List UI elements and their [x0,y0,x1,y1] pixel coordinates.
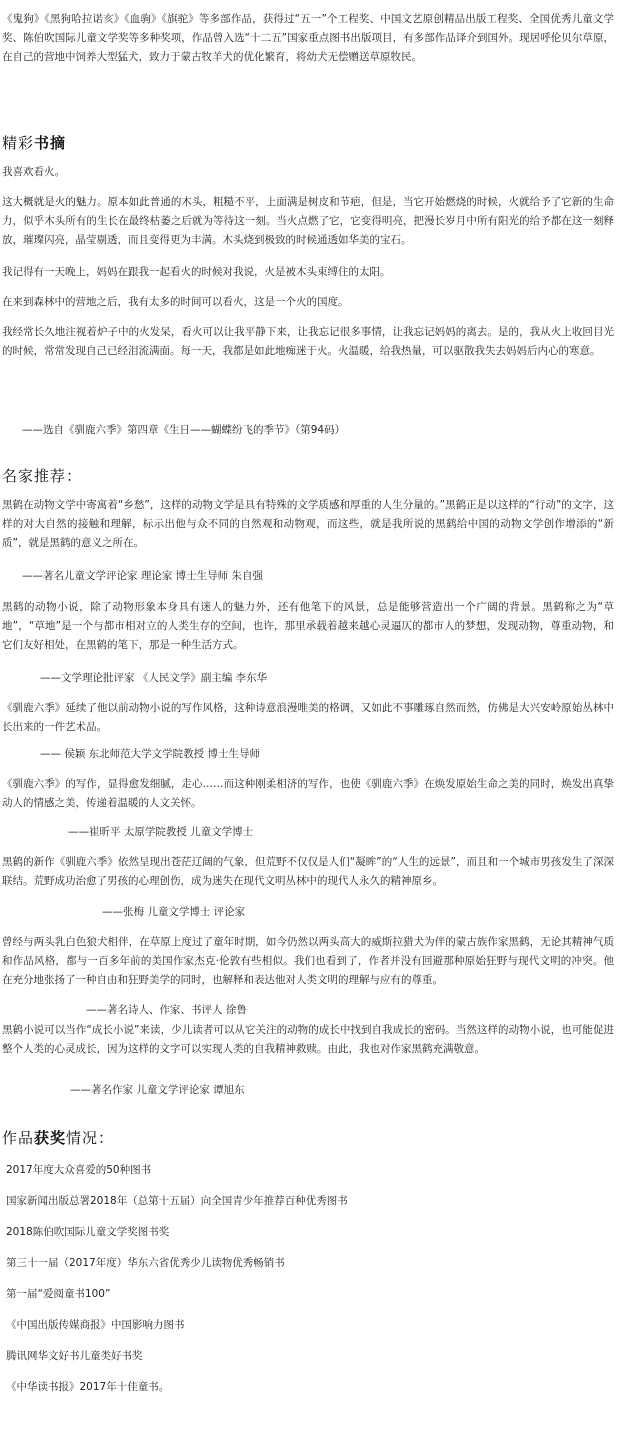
award-item: 2017年度大众喜爱的50种图书 [6,1164,152,1176]
recommendation-signature: ——著名作家 儿童文学评论家 谭旭东 [70,1084,245,1096]
excerpt-paragraph: 我经常长久地注视着炉子中的火发呆，看火可以让我平静下来，让我忘记很多事情，让我忘记妈妈的离去。是的，我从火上收回目光的时候，常常发现自己已经泪流满面。每一天，我都是如此地痴迷于火。火温暖，给我热量，可以驱散我失去妈妈后内心的寒意。 [2,326,614,357]
excerpt-heading [2,133,66,153]
recommendation-signature: —— 侯颖 东北师范大学文学院教授 博士生导师 [40,748,261,760]
excerpt-paragraph: 这大概就是火的魅力。原本如此普通的木头，粗糙不平，上面满是树皮和节疤，但是，当它开始燃烧的时候，火就给予了它新的生命力，似乎木头所有的生长在最终枯萎之后就为等待这一刻。当火点燃了它，它变得明亮，把漫长岁月中所有阳光的给予都在这一刻释放，璀璨闪亮，晶莹剔透，而且变得更为丰满。木头烧到极致的时候通透如华美的宝石。 [2,196,614,246]
awards-heading-strong: 获奖 [34,1129,67,1147]
recommendation-signature: ——著名儿童文学评论家 理论家 博士生导师 朱自强 [22,570,264,582]
award-item: 腾讯网华文好书儿童类好书奖 [6,1350,143,1362]
recommendation-text: 《驯鹿六季》的写作，显得愈发细腻，走心……而这种刚柔相济的写作，也使《驯鹿六季》在焕发原始生命之美的同时，焕发出真挚动人的情感之美，传递着温暖的人文关怀。 [2,778,614,809]
award-item: 第一届“爱阅童书100” [6,1288,111,1300]
excerpt-paragraph: 我记得有一天晚上，妈妈在跟我一起看火的时候对我说，火是被木头束缚住的太阳。 [2,266,391,278]
recommendation-text: 黑鹤小说可以当作“成长小说”来读，少儿读者可以从它关注的动物的成长中找到自我成长的密码。当然这样的动物小说，也可能促进整个人类的心灵成长，因为这样的文字可以实现人类的自我精神救赎。由此，我也对作家黑鹤充满敬意。 [2,1024,614,1055]
recommendation-text: 黑鹤的新作《驯鹿六季》依然呈现出苍茫辽阔的气象，但荒野不仅仅是人们“凝眸”的“人生的远景”，而且和一个城市男孩发生了深深联结。荒野成功治愈了男孩的心理创伤，成为迷失在现代文明丛林中的现代人永久的精神原乡。 [2,856,614,887]
award-item: 国家新闻出版总署2018年（总第十五届）向全国青少年推荐百种优秀图书 [6,1195,348,1207]
award-item: 《中华读书报》2017年十佳童书。 [6,1381,170,1393]
recommendation-signature: ——崔昕平 太原学院教授 儿童文学博士 [68,826,254,838]
awards-heading [2,1128,114,1148]
award-item: 第三十一届（2017年度）华东六省优秀少儿读物优秀畅销书 [6,1257,285,1269]
excerpt-source: ——选自《驯鹿六季》第四章《生日——蝴蝶纷飞的季节》（第94码） [22,424,346,436]
recommendations-heading: 名家推荐： [2,467,83,485]
recommendation-signature: ——张梅 儿童文学博士 评论家 [102,906,246,918]
author-bio-paragraph: 《鬼狗》《黑狗哈拉诺亥》《血驹》《旗驼》等多部作品，获得过“五一”个工程奖、中国文艺原创精品出版工程奖、全国优秀儿童文学奖、陈伯吹国际儿童文学奖等多种奖项，作品曾入选“十二五”国家重点图书出版项目，有多部作品译介到国外。现居呼伦贝尔草原，在自己的营地中饲养大型猛犬，致力于蒙古牧羊犬的优化繁育，将幼犬无偿赠送草原牧民。 [2,13,614,63]
awards-heading-suffix: 情况： [66,1129,115,1147]
recommendation-signature: ——著名诗人、作家、书评人 徐鲁 [86,1004,247,1016]
recommendation-text: 曾经与两头乳白色狼犬相伴，在草原上度过了童年时期，如今仍然以两头高大的威斯拉猎犬为伴的蒙古族作家黑鹤，无论其精神气质和作品风格，都与一百多年前的美国作家杰克·伦敦有些相似。我们也看到了，作者并没有回避那种原始狂野与现代文明的冲突。他在充分地张扬了一种自由和狂野美学的同时，也解释和表达他对人类文明的理解与应有的尊重。 [2,936,614,986]
recommendation-text: 黑鹤在动物文学中寄寓着“乡愁”，这样的动物文学是具有特殊的文学质感和厚重的人生分量的。”黑鹤正是以这样的“行动”的文字，这样的对大自然的接触和理解，标示出他与众不同的自然观和动物观，而这些，就是我所说的黑鹤给中国的动物文学创作增添的“新质”，就是黑鹤的意义之所在。 [2,499,614,549]
excerpt-heading-prefix: 精彩 [2,134,35,152]
award-item: 《中国出版传媒商报》中国影响力图书 [6,1319,185,1331]
excerpt-paragraph: 我喜欢看火。 [2,166,65,178]
excerpt-heading-strong: 书摘 [34,134,67,152]
excerpt-paragraph: 在来到森林中的营地之后，我有太多的时间可以看火，这是一个火的国度。 [2,296,349,308]
recommendation-signature: ——文学理论批评家 《人民文学》副主编 李东华 [40,672,268,684]
awards-heading-prefix: 作品 [2,1129,35,1147]
award-item: 2018陈伯吹国际儿童文学奖图书奖 [6,1226,170,1238]
recommendation-text: 黑鹤的动物小说，除了动物形象本身具有迷人的魅力外，还有他笔下的风景，总是能够营造出一个广阔的背景。黑鹤称之为“草地”，“草地”是一个与都市相对立的人类生存的空间，也许，那里承载着越来越心灵逼仄的都市人的梦想，发现动物，尊重动物，和它们友好相处，在黑鹤的笔下，那是一种生活方式。 [2,601,614,651]
recommendation-text: 《驯鹿六季》延续了他以前动物小说的写作风格，这种诗意浪漫唯美的格调，又如此不事雕琢自然而然，仿佛是大兴安岭原始丛林中长出来的一件艺术品。 [2,702,614,733]
